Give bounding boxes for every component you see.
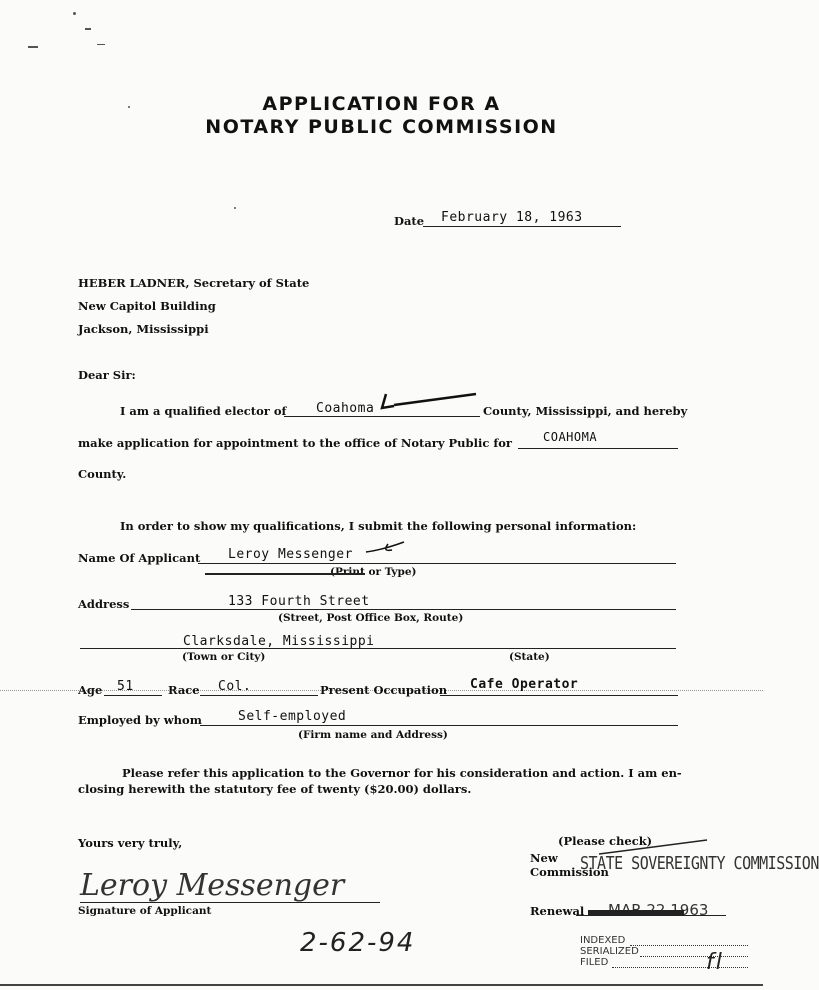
address-label: Address — [78, 597, 130, 611]
scan-speck — [234, 207, 236, 209]
renewal-strike — [588, 910, 684, 915]
name-check-mark-icon — [362, 538, 412, 558]
county-word: County. — [78, 467, 127, 481]
addressee-line-1: HEBER LADNER, Secretary of State — [78, 276, 310, 290]
date-underline — [423, 226, 621, 227]
age-underline — [104, 695, 162, 696]
addressee-line-3: Jackson, Mississippi — [78, 322, 209, 336]
yours-very-truly: Yours very truly, — [78, 836, 183, 850]
occupation-label: Present Occupation — [320, 683, 448, 697]
name-caption-strike — [205, 573, 365, 575]
closing-paragraph-line-2: closing herewith the statutory fee of twenty ($20.00) dollars. — [78, 782, 472, 796]
scan-speck — [28, 46, 38, 48]
filed-line — [612, 967, 748, 968]
date-label: Date — [394, 214, 425, 228]
race-underline — [200, 695, 318, 696]
town-underline — [80, 648, 676, 649]
serialized-label: SERIALIZED — [580, 946, 639, 957]
indexed-line — [630, 945, 748, 946]
occupation-value[interactable]: Cafe Operator — [470, 677, 579, 692]
application-prefix: make application for appointment to the office of Notary Public for — [78, 436, 512, 450]
renewal-date-stamp: MAR 22 1963 — [608, 901, 709, 919]
race-value[interactable]: Col. — [218, 679, 252, 694]
employer-value[interactable]: Self-employed — [238, 709, 347, 724]
elector-prefix: I am a qualified elector of — [120, 404, 287, 418]
application-county-value[interactable]: COAHOMA — [543, 430, 598, 444]
date-value[interactable]: February 18, 1963 — [441, 210, 583, 225]
address-caption: (Street, Post Office Box, Route) — [278, 612, 464, 624]
closing-paragraph-line-1: Please refer this application to the Governor for his consideration and action. I am en- — [122, 766, 682, 780]
town-value[interactable]: Clarksdale, Mississippi — [183, 634, 375, 649]
renewal-label: Renewal — [530, 904, 585, 918]
address-underline — [131, 609, 676, 610]
employer-caption: (Firm name and Address) — [298, 729, 448, 741]
serialized-line — [640, 956, 748, 957]
form-title-line-1: APPLICATION FOR A — [262, 93, 501, 115]
application-county-underline — [518, 448, 678, 449]
signature-label: Signature of Applicant — [78, 905, 212, 917]
elector-suffix: County, Mississippi, and hereby — [483, 404, 688, 418]
addressee-line-2: New Capitol Building — [78, 299, 216, 313]
employer-label: Employed by whom — [78, 713, 202, 727]
check-mark-icon — [380, 390, 480, 412]
scan-speck — [73, 12, 76, 15]
age-label: Age — [78, 683, 103, 697]
state-sovereignty-stamp: STATE SOVEREIGNTY COMMISSION — [580, 852, 819, 874]
address-value[interactable]: 133 Fourth Street — [228, 594, 370, 609]
signature-underline — [80, 902, 380, 903]
applicant-name-caption: (Print or Type) — [330, 566, 417, 578]
age-value[interactable]: 51 — [117, 679, 134, 694]
scan-speck — [85, 28, 91, 30]
elector-county-underline — [284, 416, 480, 417]
occupation-underline — [440, 695, 678, 696]
filed-label: FILED — [580, 957, 609, 968]
employer-underline — [200, 725, 678, 726]
town-caption: (Town or City) — [182, 651, 266, 663]
salutation: Dear Sir: — [78, 368, 136, 382]
applicant-name-underline — [198, 563, 676, 564]
commission-label: Commission — [530, 865, 609, 879]
please-check-heading: (Please check) — [558, 834, 653, 848]
elector-county-value[interactable]: Coahoma — [316, 401, 375, 416]
clerk-initials: fl — [706, 950, 724, 975]
new-label: New — [530, 851, 558, 865]
page-bottom-edge — [0, 984, 763, 986]
qualifications-intro: In order to show my qualifications, I submit the following personal information: — [120, 519, 637, 533]
applicant-name-label: Name Of Applicant — [78, 551, 201, 565]
scan-speck — [97, 44, 105, 45]
indexed-label: INDEXED — [580, 935, 626, 946]
form-title-line-2: NOTARY PUBLIC COMMISSION — [205, 116, 558, 138]
state-caption: (State) — [509, 651, 550, 663]
file-number: 2-62-94 — [300, 928, 416, 958]
applicant-signature: Leroy Messenger — [80, 868, 345, 903]
applicant-name-value[interactable]: Leroy Messenger — [228, 547, 353, 562]
race-label: Race — [168, 683, 200, 697]
